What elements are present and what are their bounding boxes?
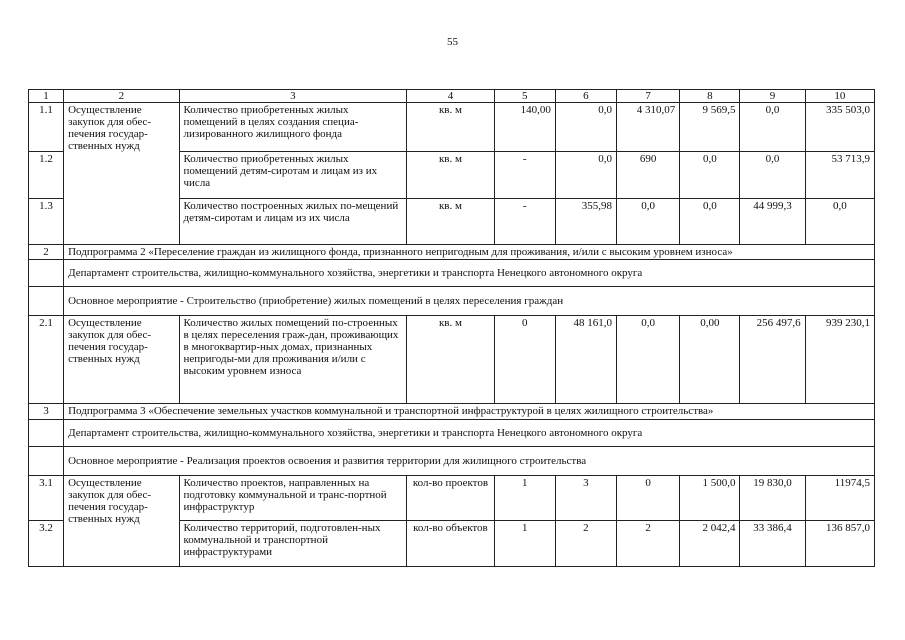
value-cell: 0,0 xyxy=(740,152,805,199)
empty-cell xyxy=(29,287,64,316)
activity-row xyxy=(29,287,875,316)
value-cell: 3 xyxy=(555,476,616,521)
value-cell: 48 161,0 xyxy=(555,316,616,404)
value-cell: 33 386,4 xyxy=(740,521,805,567)
indicator-cell: Количество построенных жилых по-мещений детям-сиротам и лицам из их числа xyxy=(179,199,407,245)
value-cell: 0,0 xyxy=(740,103,805,152)
indicators-table xyxy=(28,89,875,567)
unit-cell: кол-во проектов xyxy=(407,476,494,521)
row-number: 3.2 xyxy=(29,521,64,567)
indicator-cell: Количество проектов, направленных на подготовку коммунальной и транс-портной инфраструктур xyxy=(179,476,407,521)
empty-cell xyxy=(29,420,64,447)
row-number: 1.2 xyxy=(29,152,64,199)
executor-cell: Осуществление закупок для обес-печения государ-ственных нужд xyxy=(64,316,179,404)
value-cell: - xyxy=(494,199,555,245)
table-row xyxy=(29,316,875,404)
table-row xyxy=(29,103,875,152)
page-number: 55 xyxy=(447,36,458,48)
header-cell: 9 xyxy=(740,90,805,103)
value-cell: 0 xyxy=(494,316,555,404)
value-cell: 2 042,4 xyxy=(680,521,740,567)
empty-cell xyxy=(29,447,64,476)
header-cell: 7 xyxy=(617,90,680,103)
header-cell: 4 xyxy=(407,90,494,103)
activity-row xyxy=(29,447,875,476)
department-row xyxy=(29,420,875,447)
indicator-cell: Количество жилых помещений по-строенных в целях переселения граж-дан, проживающих в многоквартир-ных домах, признанных непригоды-ми для проживания и/или с высоким уровнем износа xyxy=(179,316,407,404)
value-cell: 0,0 xyxy=(805,199,874,245)
indicator-cell: Количество приобретенных жилых помещений детям-сиротам и лицам из их числа xyxy=(179,152,407,199)
value-cell: 690 xyxy=(617,152,680,199)
value-cell: 0,0 xyxy=(617,199,680,245)
value-cell: 1 xyxy=(494,521,555,567)
executor-cell: Осуществление закупок для обес-печения государ-ственных нужд xyxy=(64,476,179,567)
row-number: 2 xyxy=(29,245,64,260)
subprogram-row xyxy=(29,404,875,420)
value-cell: 0,0 xyxy=(617,316,680,404)
value-cell: 355,98 xyxy=(555,199,616,245)
header-cell: 5 xyxy=(494,90,555,103)
indicator-cell: Количество территорий, подготовлен-ных коммунальной и транспортной инфраструктурами xyxy=(179,521,407,567)
value-cell: 0,00 xyxy=(680,316,740,404)
value-cell: 2 xyxy=(555,521,616,567)
subprogram-title: Подпрограмма 2 «Переселение граждан из жилищного фонда, признанного непригодным для проживания, и/или с высоким уровнем износа» xyxy=(64,245,875,260)
value-cell: 0 xyxy=(617,476,680,521)
unit-cell: кв. м xyxy=(407,152,494,199)
department-title: Департамент строительства, жилищно-коммунального хозяйства, энергетики и транспорта Ненецкого автономного округа xyxy=(64,260,875,287)
value-cell: 19 830,0 xyxy=(740,476,805,521)
value-cell: 136 857,0 xyxy=(805,521,874,567)
header-cell: 8 xyxy=(680,90,740,103)
value-cell: 0,0 xyxy=(680,199,740,245)
header-cell: 3 xyxy=(179,90,407,103)
row-number: 1.3 xyxy=(29,199,64,245)
value-cell: 44 999,3 xyxy=(740,199,805,245)
header-row xyxy=(29,90,875,103)
table-row xyxy=(29,476,875,521)
unit-cell: кв. м xyxy=(407,103,494,152)
value-cell: 0,0 xyxy=(555,103,616,152)
unit-cell: кв. м xyxy=(407,316,494,404)
header-cell: 1 xyxy=(29,90,64,103)
value-cell: 53 713,9 xyxy=(805,152,874,199)
executor-cell: Осуществление закупок для обес-печения государ-ственных нужд xyxy=(64,103,179,245)
value-cell: 1 xyxy=(494,476,555,521)
header-cell: 10 xyxy=(805,90,874,103)
value-cell: 11974,5 xyxy=(805,476,874,521)
subprogram-row xyxy=(29,245,875,260)
value-cell: 256 497,6 xyxy=(740,316,805,404)
value-cell: - xyxy=(494,152,555,199)
value-cell: 9 569,5 xyxy=(680,103,740,152)
activity-title: Основное мероприятие - Строительство (приобретение) жилых помещений в целях переселения граждан xyxy=(64,287,875,316)
row-number: 3 xyxy=(29,404,64,420)
value-cell: 939 230,1 xyxy=(805,316,874,404)
value-cell: 0,0 xyxy=(555,152,616,199)
value-cell: 4 310,07 xyxy=(617,103,680,152)
unit-cell: кол-во объектов xyxy=(407,521,494,567)
department-row xyxy=(29,260,875,287)
value-cell: 0,0 xyxy=(680,152,740,199)
row-number: 1.1 xyxy=(29,103,64,152)
indicator-cell: Количество приобретенных жилых помещений в целях создания специа-лизированного жилищного фонда xyxy=(179,103,407,152)
unit-cell: кв. м xyxy=(407,199,494,245)
row-number: 3.1 xyxy=(29,476,64,521)
value-cell: 335 503,0 xyxy=(805,103,874,152)
header-cell: 2 xyxy=(64,90,179,103)
value-cell: 2 xyxy=(617,521,680,567)
subprogram-title: Подпрограмма 3 «Обеспечение земельных участков коммунальной и транспортной инфраструктурой в целях жилищного строительства» xyxy=(64,404,875,420)
value-cell: 1 500,0 xyxy=(680,476,740,521)
empty-cell xyxy=(29,260,64,287)
activity-title: Основное мероприятие - Реализация проектов освоения и развития территории для жилищного строительства xyxy=(64,447,875,476)
row-number: 2.1 xyxy=(29,316,64,404)
header-cell: 6 xyxy=(555,90,616,103)
department-title: Департамент строительства, жилищно-коммунального хозяйства, энергетики и транспорта Ненецкого автономного округа xyxy=(64,420,875,447)
value-cell: 140,00 xyxy=(494,103,555,152)
